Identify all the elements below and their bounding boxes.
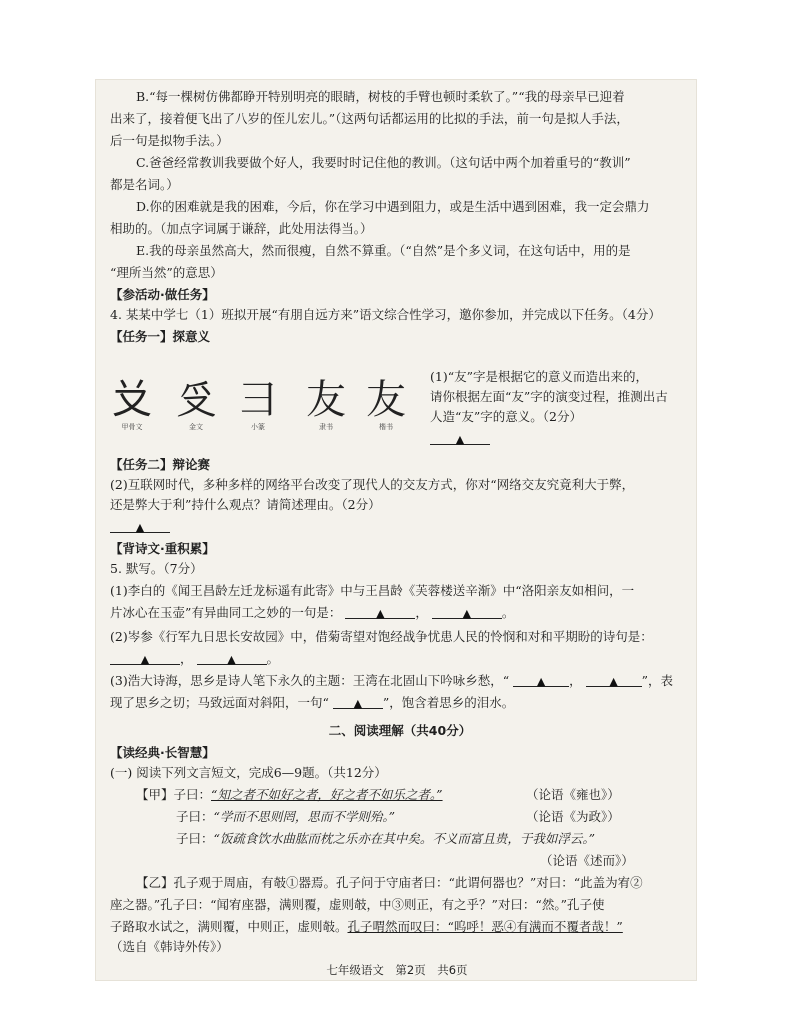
answer-blank[interactable] bbox=[333, 694, 383, 709]
jia-source3: （论语《述而》） bbox=[540, 853, 634, 868]
task2-answer-blank[interactable] bbox=[110, 518, 690, 536]
clerical-glyph: 友 bbox=[306, 377, 346, 423]
task1-answer-blank[interactable] bbox=[430, 430, 500, 448]
q5-1-end: 。 bbox=[501, 605, 515, 620]
bronze-glyph: 𠬪 bbox=[176, 377, 216, 423]
jia-line1 bbox=[136, 786, 716, 804]
option-b-line3: 后一句是拟物手法。） bbox=[110, 133, 229, 148]
answer-blank[interactable] bbox=[586, 672, 642, 687]
seal-script-small-seal bbox=[238, 378, 278, 432]
task1-question-line3: 人造“友”字的意义。（2分） bbox=[430, 409, 582, 424]
section-activity: 【参活动·做任务】 bbox=[110, 287, 215, 302]
task1-heading: 【任务一】探意义 bbox=[110, 329, 211, 344]
answer-blank[interactable] bbox=[345, 604, 415, 619]
small-seal-caption: 小篆 bbox=[251, 423, 265, 431]
q5-1-prompt: 片冰心在玉壶”有异曲同工之妙的一句是： bbox=[110, 605, 342, 620]
yi-line1: 【乙】孔子观于周庙，有攲①器焉。孔子问于守庙者曰：“此谓何器也？”对曰：“此盖为宥② bbox=[136, 875, 643, 890]
q5-3-end2: ”，饱含着思乡的泪水。 bbox=[382, 695, 515, 710]
part2-title: 二、阅读理解（共40分） bbox=[328, 723, 472, 738]
q5-3-prompt2: 现了思乡之切；马致远面对斜阳，一句“ bbox=[110, 695, 329, 710]
page-footer: 七年级语文 第2页 共6页 bbox=[326, 963, 468, 977]
blank-marker: ▲ bbox=[609, 675, 618, 688]
q5-3-line2 bbox=[110, 694, 690, 712]
section-read: 【读经典·长智慧】 bbox=[110, 745, 215, 760]
yi-line2: 座之器。”孔子曰：“闻宥座器，满则覆，虚则攲，中③则正，有之乎？”对曰：“然。”孔子使 bbox=[110, 897, 605, 912]
yi-line3 bbox=[110, 918, 690, 936]
q5-3-end: ”，表 bbox=[641, 673, 673, 688]
regular-glyph: 友 bbox=[366, 377, 406, 423]
q5-3-prompt: (3)浩大诗海，思乡是诗人笔下永久的主题：王湾在北固山下吟咏乡愁，“ bbox=[110, 673, 510, 688]
yi-line3-text: 子路取水试之，满则覆，中则正，虚则攲。 bbox=[110, 919, 348, 934]
seal-script-clerical bbox=[306, 378, 346, 432]
passage1-intro: (一) 阅读下列文言短文，完成6—9题。（共12分） bbox=[110, 765, 387, 780]
jia-label: 【甲】子曰： bbox=[136, 787, 212, 802]
blank-marker: ▲ bbox=[227, 653, 236, 666]
blank-marker: ▲ bbox=[353, 697, 363, 710]
option-c-line1: C.爸爸经常教训我要做个好人，我要时时记住他的教训。（这句话中两个加着重号的“教训” bbox=[136, 155, 631, 170]
blank-marker: ▲ bbox=[536, 675, 546, 688]
jia-quote1: “知之者不如好之者，好之者不如乐之者。” bbox=[211, 787, 443, 802]
oracle-glyph: 𠬠 bbox=[112, 377, 152, 423]
question-4: 4. 某某中学七（1）班拟开展“有朋自远方来”语文综合性学习，邀你参加，并完成以下任务。（4分） bbox=[110, 307, 661, 322]
answer-blank[interactable] bbox=[197, 650, 267, 665]
answer-blank[interactable] bbox=[432, 604, 502, 619]
seal-script-oracle bbox=[112, 378, 152, 432]
oracle-caption: 甲骨文 bbox=[121, 423, 143, 431]
seal-script-bronze bbox=[176, 378, 216, 432]
jia-source1: （论语《雍也》） bbox=[526, 787, 620, 802]
question-5: 5. 默写。（7分） bbox=[110, 561, 203, 576]
q5-1-sep: ， bbox=[415, 605, 428, 620]
answer-blank[interactable] bbox=[430, 430, 490, 445]
option-c-line2: 都是名词。） bbox=[110, 177, 179, 192]
jia-source2: （论语《为政》） bbox=[526, 809, 620, 824]
jia3-label: 子曰： bbox=[176, 831, 214, 846]
bronze-caption: 金文 bbox=[189, 423, 203, 431]
blank-marker: ▲ bbox=[376, 607, 385, 620]
task1-question-line2: 请你根据左面“友”字的演变过程，推测出古 bbox=[430, 389, 668, 404]
q5-2-sep: ， bbox=[180, 651, 193, 666]
q5-3-line1 bbox=[110, 672, 690, 690]
option-d-line1: D.你的困难就是我的困难，今后，你在学习中遇到阻力，或是生活中遇到困难，我一定会鼎力 bbox=[136, 199, 650, 214]
regular-caption: 楷书 bbox=[379, 423, 393, 431]
jia-line2 bbox=[176, 808, 756, 826]
blank-marker: ▲ bbox=[462, 607, 472, 620]
answer-blank[interactable] bbox=[513, 672, 569, 687]
answer-blank[interactable] bbox=[110, 518, 170, 533]
q5-2-end: 。 bbox=[266, 651, 280, 666]
yi-source: （选自《韩诗外传》） bbox=[110, 939, 229, 954]
answer-blank[interactable] bbox=[110, 650, 180, 665]
option-e-line2: “理所当然”的意思） bbox=[110, 265, 223, 280]
option-b-line1: B.“每一棵树仿佛都睁开特别明亮的眼睛，树枝的手臂也顿时柔软了。”“我的母亲早已迎着 bbox=[136, 89, 625, 104]
q5-3-sep: ， bbox=[569, 673, 582, 688]
q5-2-line1: (2)岑参《行军九日思长安故园》中，借菊寄望对饱经战争忧患人民的怜悯和对和平期盼的诗句是： bbox=[110, 629, 653, 644]
q5-2-line2 bbox=[110, 650, 690, 668]
blank-marker: ▲ bbox=[140, 653, 150, 666]
q5-1-line2 bbox=[110, 604, 690, 622]
option-e-line1: E.我的母亲虽然高大，然而很瘦，自然不算重。（“自然”是个多义词，在这句话中，用的是 bbox=[136, 243, 631, 258]
jia2-label: 子曰： bbox=[176, 809, 214, 824]
yi-underlined-sentence: 孔子喟然而叹曰：“呜呼！恶④有满而不覆者哉！” bbox=[347, 919, 623, 934]
jia-quote2: “学而不思则罔，思而不学则殆。” bbox=[213, 809, 396, 824]
small-seal-glyph: 彐 bbox=[238, 377, 278, 423]
clerical-caption: 隶书 bbox=[319, 423, 333, 431]
task1-question-line1: (1)“友”字是根据它的意义而造出来的， bbox=[430, 369, 648, 384]
blank-marker: ▲ bbox=[455, 433, 465, 446]
jia-line3 bbox=[176, 830, 756, 848]
q5-1-line1: (1)李白的《闻王昌龄左迁龙标遥有此寄》中与王昌龄《芙蓉楼送辛渐》中“洛阳亲友如相问，一 bbox=[110, 583, 635, 598]
task2-question-line1: (2)互联网时代，多种多样的网络平台改变了现代人的交友方式，你对“网络交友究竟利大于弊， bbox=[110, 477, 635, 492]
seal-script-regular bbox=[366, 378, 406, 432]
jia-quote3: “饭疏食饮水曲肱而枕之乐亦在其中矣。不义而富且贵，于我如浮云。” bbox=[213, 831, 596, 846]
section-recite: 【背诗文·重积累】 bbox=[110, 541, 215, 556]
option-b-line2: 出来了，接着便飞出了八岁的侄儿宏儿。”（这两句话都运用的比拟的手法，前一句是拟人手法， bbox=[110, 111, 629, 126]
task2-heading: 【任务二】辩论赛 bbox=[110, 457, 211, 472]
option-d-line2: 相助的。（加点字词属于谦辞，此处用法得当。） bbox=[110, 221, 373, 236]
blank-marker: ▲ bbox=[135, 521, 145, 534]
task2-question-line2: 还是弊大于利”持什么观点？请简述理由。（2分） bbox=[110, 497, 381, 512]
